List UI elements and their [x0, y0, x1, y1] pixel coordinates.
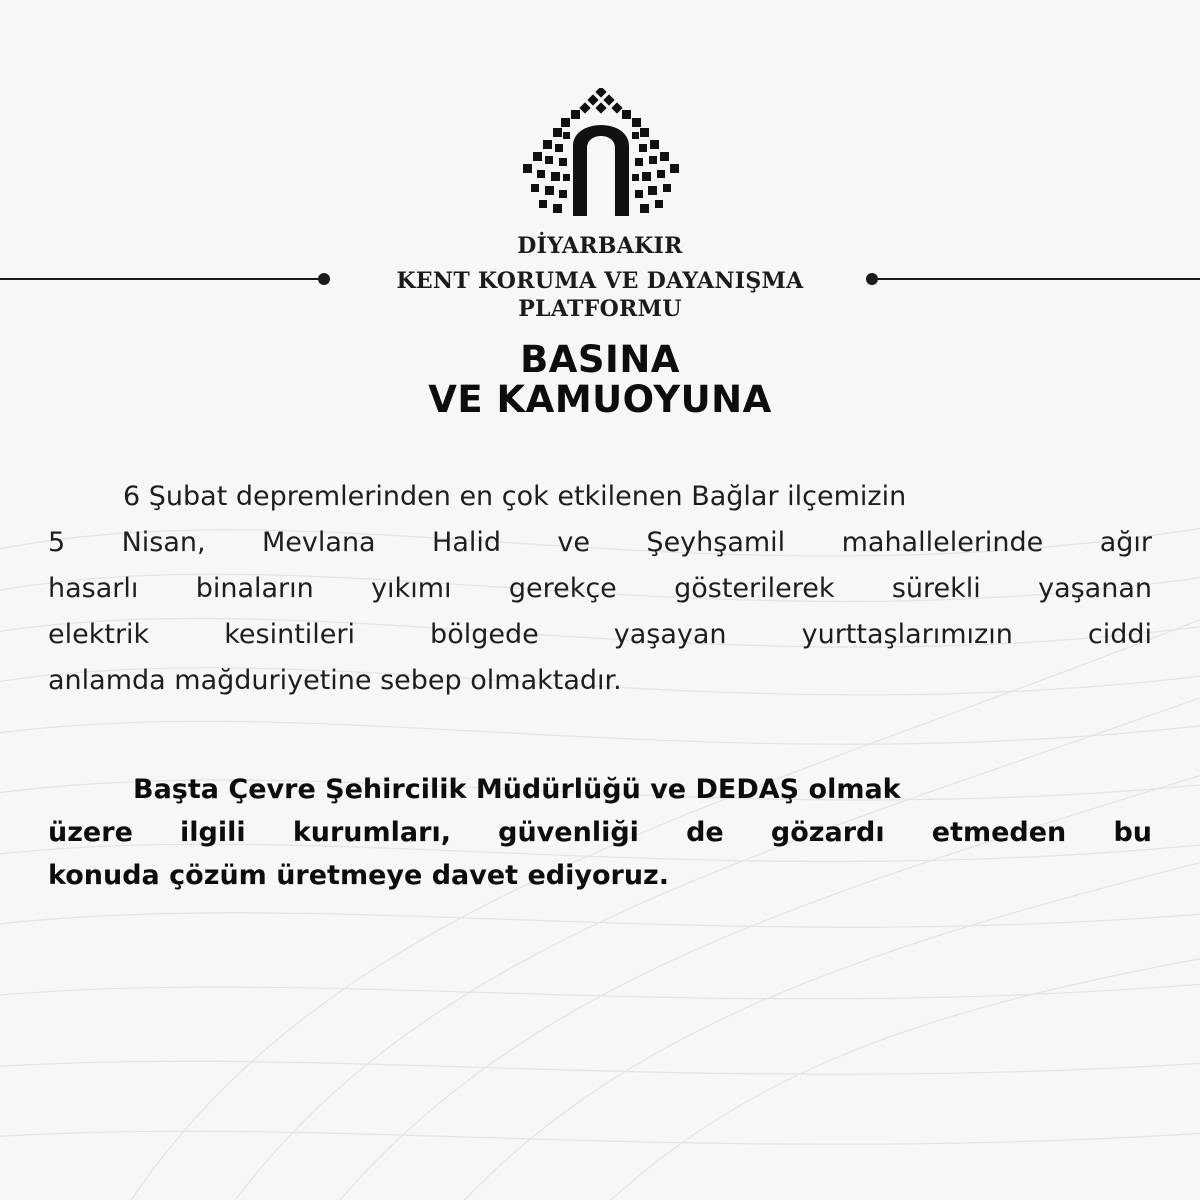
divider-line-left [0, 278, 322, 280]
paragraph-1-line: elektrik kesintileri bölgede yaşayan yurttaşlarımızın ciddi [48, 619, 1152, 650]
heading-line2: VE KAMUOYUNA [428, 378, 772, 421]
organization-name-line2: KENT KORUMA VE DAYANIŞMA [396, 268, 804, 294]
paragraph-1-line: hasarlı binaların yıkımı gerekçe gösterilerek sürekli yaşanan [48, 573, 1152, 604]
divider-line-right [872, 278, 1200, 280]
paragraph-1-line-text: 6 Şubat depremlerinden en çok etkilenen Bağlar ilçemizin [123, 481, 907, 512]
organization-name-line1: DİYARBAKIR [517, 233, 683, 259]
statement-paragraph-1 [48, 474, 1152, 704]
paragraph-1-line [48, 474, 1152, 520]
paragraph-1-line: anlamda mağduriyetine sebep olmaktadır. [48, 665, 622, 696]
paragraph-2-line-text: Başta Çevre Şehircilik Müdürlüğü ve DEDAŞ olmak [133, 774, 901, 805]
organization-name-line3: PLATFORMU [518, 296, 682, 322]
paragraph-1-line: 5 Nisan, Mevlana Halid ve Şeyhşamil mahallelerinde ağır [48, 527, 1152, 558]
heading-line1: BASINA [520, 338, 680, 381]
paragraph-2-line [48, 768, 1152, 811]
paragraph-2-line: üzere ilgili kurumları, güvenliği de gözardı etmeden bu [48, 817, 1152, 848]
paragraph-2-line: konuda çözüm üretmeye davet ediyoruz. [48, 860, 670, 891]
arch-gate-pixel-logo-icon [515, 88, 687, 216]
statement-paragraph-2 [48, 768, 1152, 897]
